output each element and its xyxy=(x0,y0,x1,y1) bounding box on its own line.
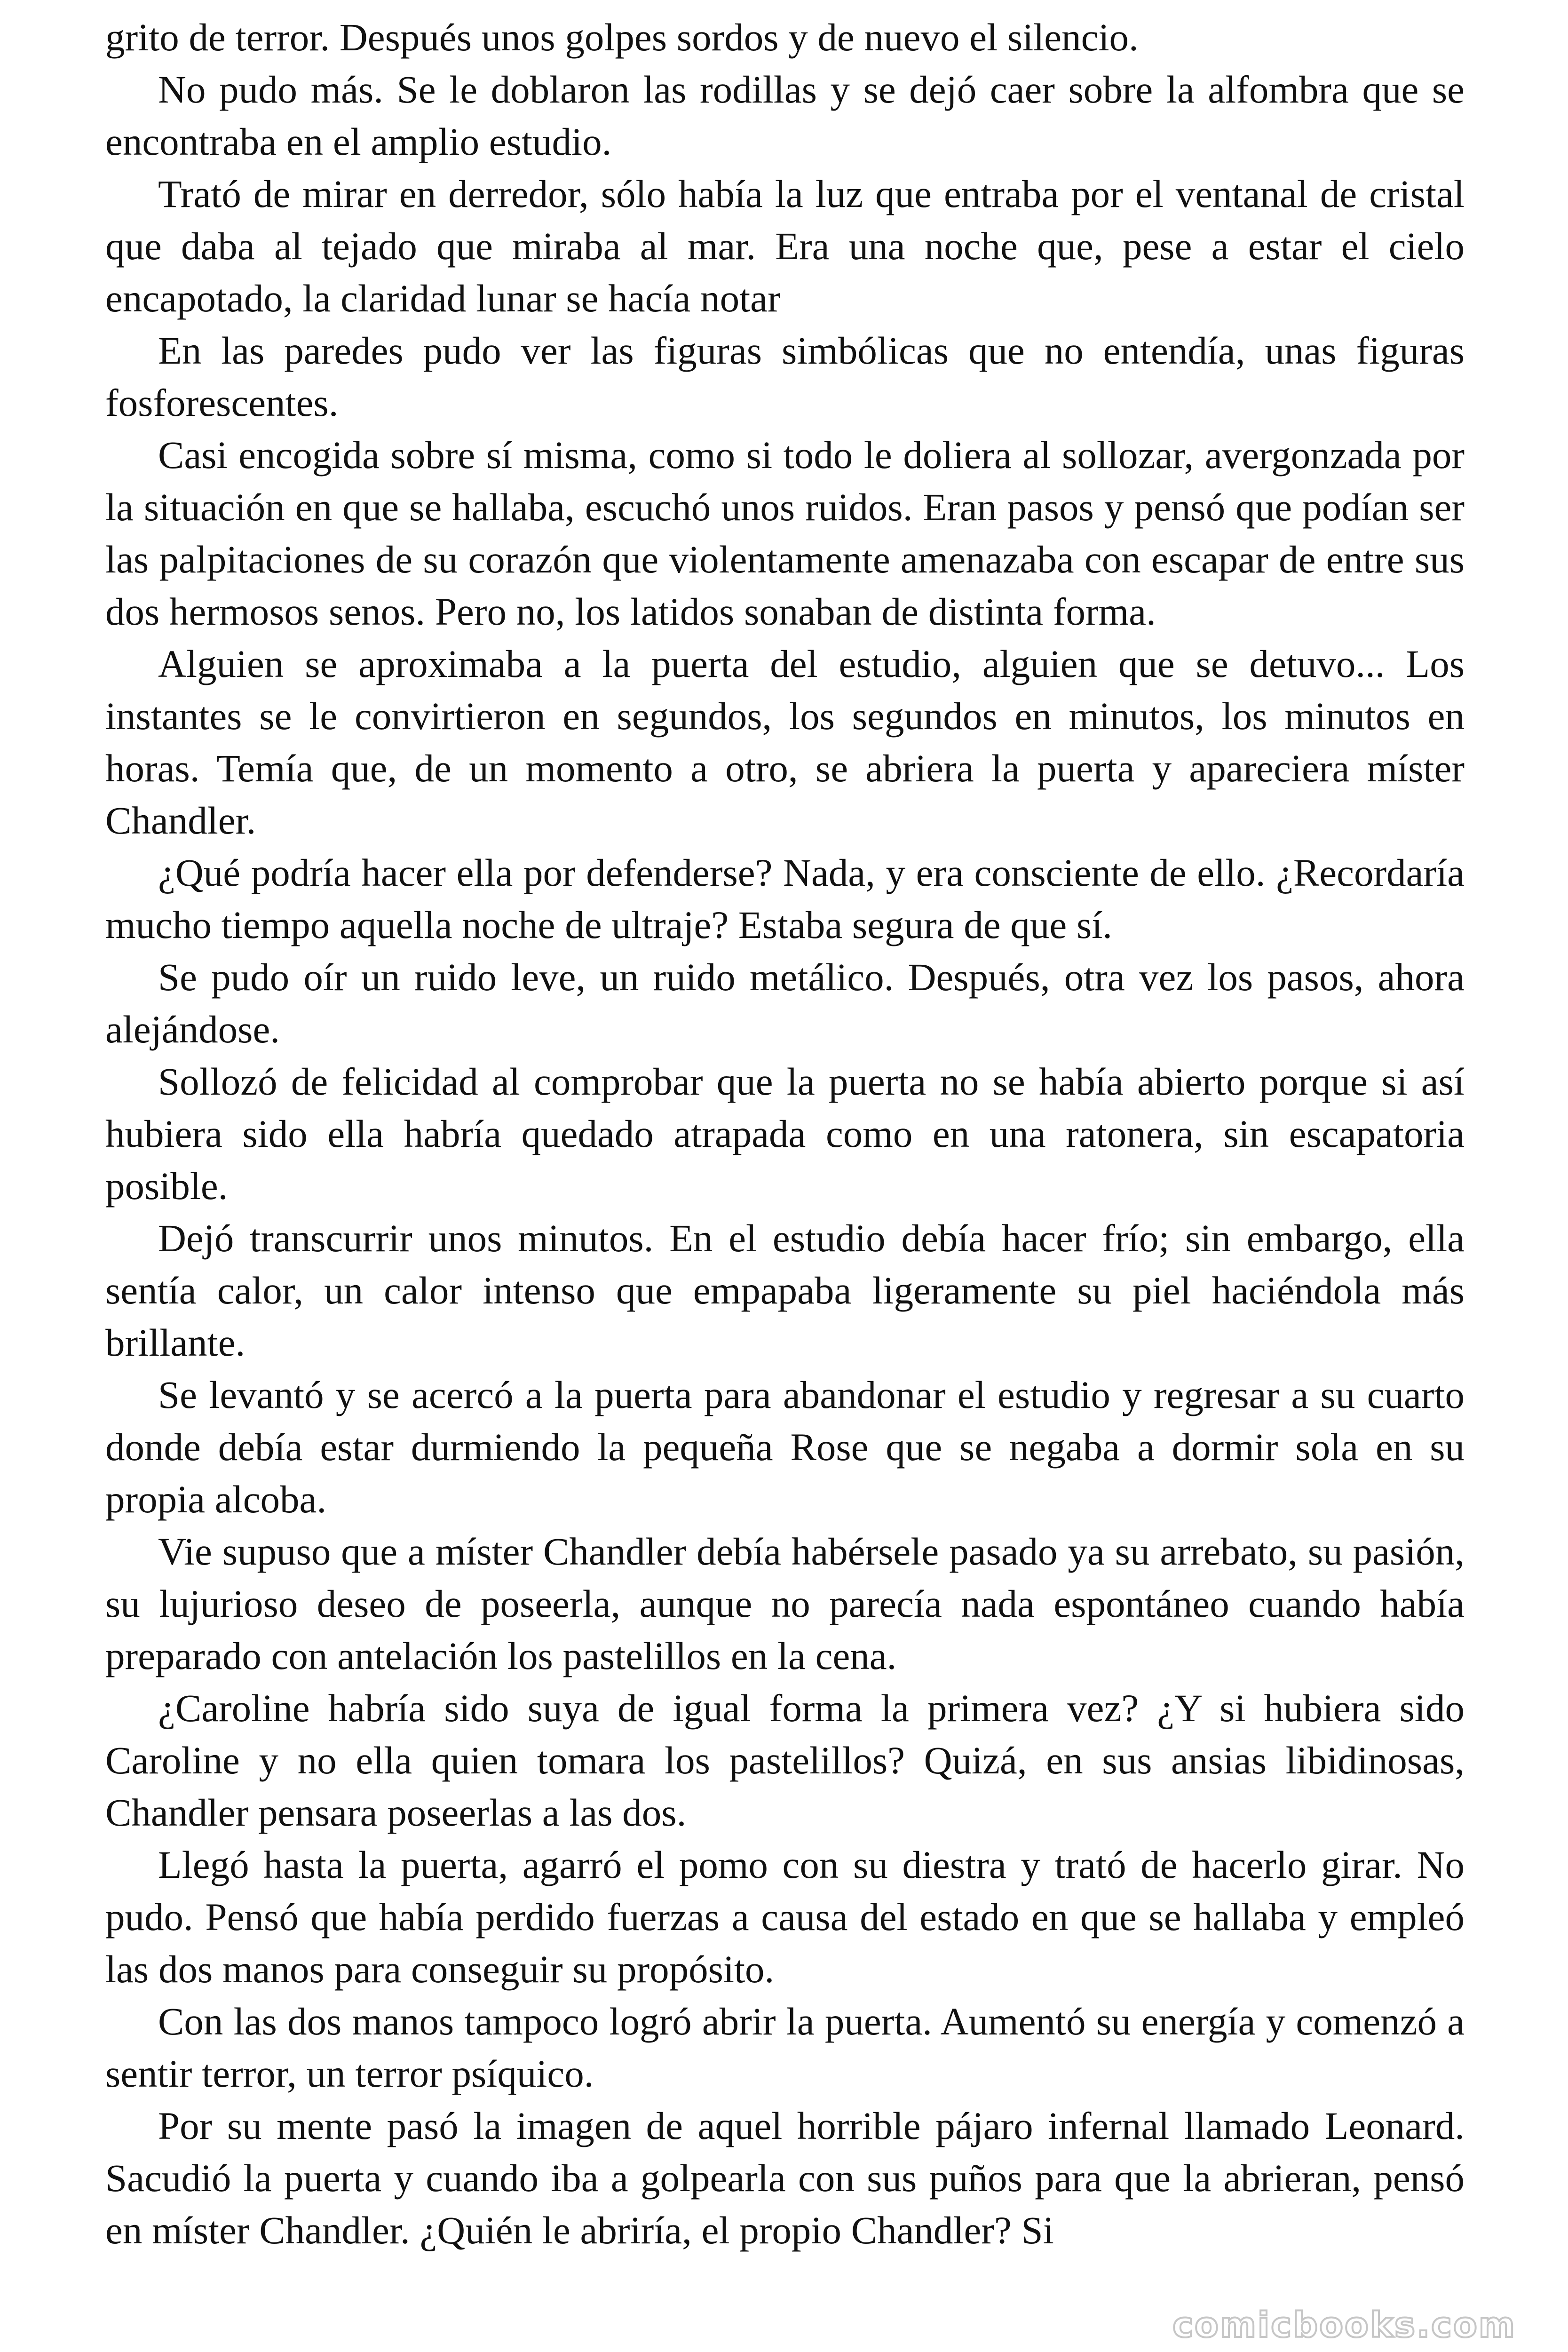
paragraph: ¿Caroline habría sido suya de igual forma la primera vez? ¿Y si hubiera sido Caroline y no ella quien tomara los pastelillos? Quizá, en sus ansias libidinosas, Chandler pensara poseerlas a las dos. xyxy=(105,1686,1465,1834)
paragraph: Alguien se aproximaba a la puerta del estudio, alguien que se detuvo... Los instantes se le convirtieron en segundos, los segundos en minutos, los minutos en horas. Temía que, de un momento a otro, se abriera la puerta y apareciera míster Chandler. xyxy=(105,642,1465,842)
paragraph: Dejó transcurrir unos minutos. En el estudio debía hacer frío; sin embargo, ella sentía calor, un calor intenso que empapaba ligeramente su piel haciéndola más brillante. xyxy=(105,1216,1465,1364)
paragraph: Se levantó y se acercó a la puerta para abandonar el estudio y regresar a su cuarto donde debía estar durmiendo la pequeña Rose que se negaba a dormir sola en su propia alcoba. xyxy=(105,1373,1465,1521)
paragraph: grito de terror. Después unos golpes sordos y de nuevo el silencio. xyxy=(105,16,1139,59)
watermark: comicbooks.com xyxy=(1172,2305,1516,2345)
paragraph: Con las dos manos tampoco logró abrir la puerta. Aumentó su energía y comenzó a sentir terror, un terror psíquico. xyxy=(105,2000,1465,2095)
paragraph: ¿Qué podría hacer ella por defenderse? Nada, y era consciente de ello. ¿Recordaría mucho tiempo aquella noche de ultraje? Estaba segura de que sí. xyxy=(105,851,1465,946)
paragraph: No pudo más. Se le doblaron las rodillas y se dejó caer sobre la alfombra que se encontraba en el amplio estudio. xyxy=(105,68,1465,163)
paragraph: Por su mente pasó la imagen de aquel horrible pájaro infernal llamado Leonard. Sacudió la puerta y cuando iba a golpearla con sus puños para que la abrieran, pensó en míster Chandler. ¿Quién le abriría, el propio Chandler? Si xyxy=(105,2104,1465,2252)
body-text xyxy=(105,11,1465,2257)
paragraph: Sollozó de felicidad al comprobar que la puerta no se había abierto porque si así hubiera sido ella habría quedado atrapada como en una ratonera, sin escapatoria posible. xyxy=(105,1060,1465,1208)
paragraph: Vie supuso que a míster Chandler debía habérsele pasado ya su arrebato, su pasión, su lujurioso deseo de poseerla, aunque no parecía nada espontáneo cuando había preparado con antelación los pastelillos en la cena. xyxy=(105,1530,1465,1677)
paragraph: Llegó hasta la puerta, agarró el pomo con su diestra y trató de hacerlo girar. No pudo. Pensó que había perdido fuerzas a causa del estado en que se hallaba y empleó las dos manos para conseguir su propósito. xyxy=(105,1843,1465,1991)
paragraph: Se pudo oír un ruido leve, un ruido metálico. Después, otra vez los pasos, ahora alejándose. xyxy=(105,955,1465,1051)
paragraph: En las paredes pudo ver las figuras simbólicas que no entendía, unas figuras fosforescentes. xyxy=(105,329,1465,424)
paragraph: Casi encogida sobre sí misma, como si todo le doliera al sollozar, avergonzada por la situación en que se hallaba, escuchó unos ruidos. Eran pasos y pensó que podían ser las palpitaciones de su corazón que violentamente amenazaba con escapar de entre sus dos hermosos senos. Pero no, los latidos sonaban de distinta forma. xyxy=(105,433,1465,633)
paragraph: Trató de mirar en derredor, sólo había la luz que entraba por el ventanal de cristal que daba al tejado que miraba al mar. Era una noche que, pese a estar el cielo encapotado, la claridad lunar se hacía notar xyxy=(105,172,1465,320)
